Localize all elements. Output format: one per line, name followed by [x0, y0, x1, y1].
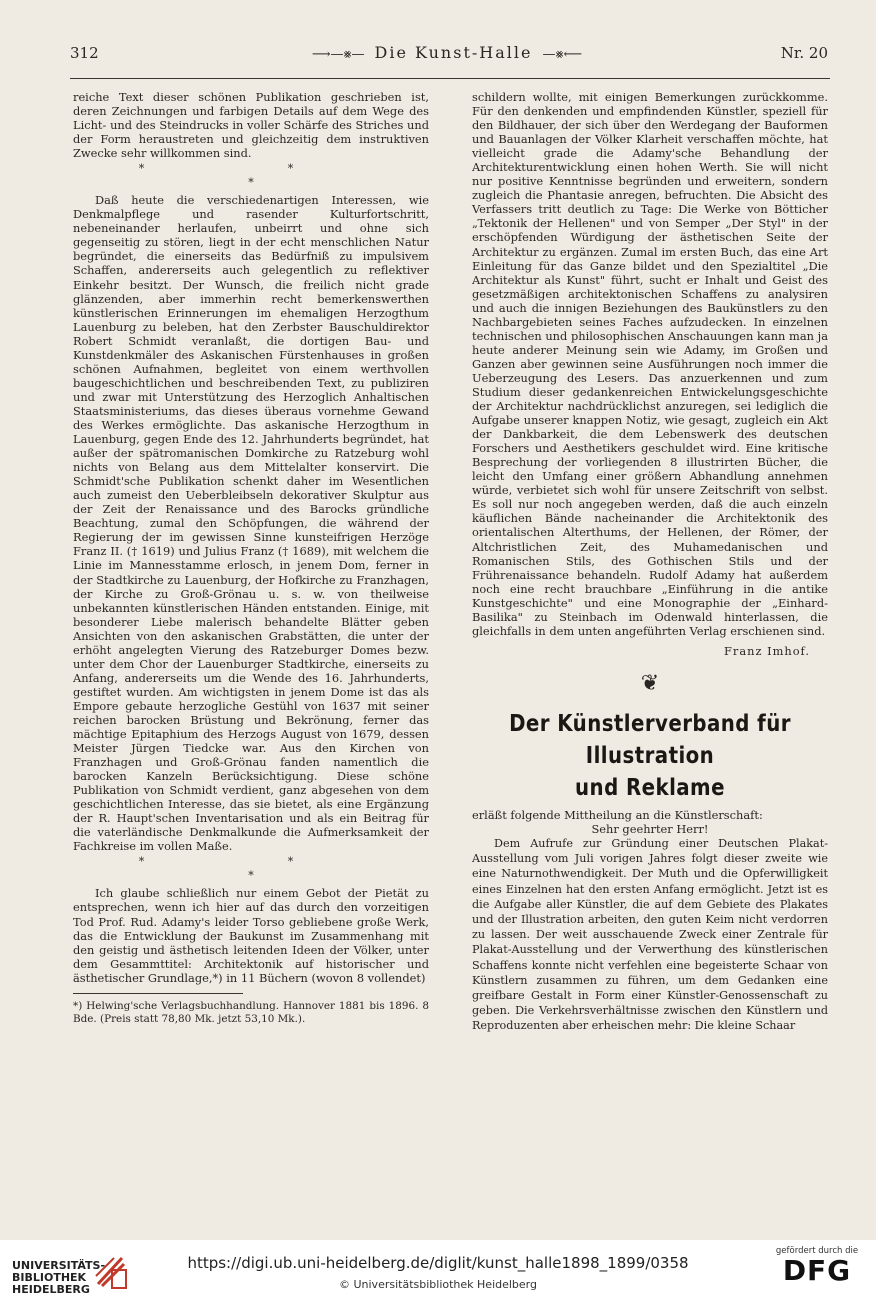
- article-heading-line2: und Reklame: [575, 774, 725, 801]
- separator-stars: * *: [138, 855, 364, 869]
- article-intro: erläßt folgende Mittheilung an die Künstlerschaft:: [472, 807, 763, 822]
- separator-stars: * *: [138, 162, 364, 176]
- running-header: [62, 40, 832, 68]
- ornament-right-icon: —⨳⟵: [542, 47, 583, 62]
- library-name-line: UNIVERSITÄTS-: [12, 1259, 106, 1272]
- header-rule: [70, 78, 830, 79]
- copyright-notice: © Universitätsbibliothek Heidelberg: [338, 1278, 537, 1291]
- library-name-line: HEIDELBERG: [12, 1283, 90, 1296]
- dfg-logo[interactable]: [772, 1246, 862, 1286]
- paragraph: Daß heute die verschiedenartigen Interessen, wie Denkmalpflege und rasender Kulturfortschritt, nebeneinander herlaufen, unbeirrt und ohne sich gegenseitig zu stören, liegt in der echt menschlichen Natur begründet, die einerseits das Bedürfniß zu impulsivem Schaffen, andererseits auch gelegentlich zu reflektiver Einkehr besitzt. Der Wunsch, die freilich nicht grade glänzenden, aber immerhin recht bemerkenswerthen künstlerischen Erinnerungen im ehemaligen Herzogthum Lauenburg zu beleben, hat den Zerbster Bauschuldirektor Robert Schmidt veranlaßt, die dortigen Bau- und Kunstdenkmäler des Askanischen Fürstenhauses in großen schönen Aufnahmen, begleitet von einem werthvollen baugeschichtlichen und beschreibenden Text, zu publiziren und zwar mit Unterstützung des Herzoglich Anhaltischen Staatsministeriums, das dieses überaus vornehme Gewand des Werkes ermöglichte. Das askanische Herzogthum in Lauenburg, gegen Ende des 12. Jahrhunderts begründet, hat außer der spätromanischen Domkirche zu Ratzeburg wohl nichts von Belang aus dem Mittelalter konservirt. Die Schmidt'sche Publikation schenkt daher im Wesentlichen auch zumeist den Ueberbleibseln dekorativer Skulptur aus der Zeit der Renaissance und des Barocks gründliche Beachtung, zumal den Schöpfungen, die während der Regierung der im gewissen Sinne kunsteifrigen Herzöge Franz II. († 1619) und Julius Franz († 1689), mit welchem die Linie im Mannesstamme erlosch, in jenem Dom, ferner in der Stadtkirche zu Lauenburg, der Hofkirche zu Franzhagen, der Kirche zu Groß-Grönau u. s. w. von theilweise unbekannten künstlerischen Händen entstanden. Einige, mit besonderer Liebe malerisch behandelte Blätter geben Ansichten von den askanischen Grabstätten, die unter der erhöht angelegten Vierung des Ratzeburger Domes bezw. unter dem Chor der Lauenburger Stadtkirche, einerseits zu Anfang, andererseits um die Wende des 16. Jahrhunderts, gestiftet wurden. Am wichtigsten in jenem Dome ist das als Empore gebaute herzogliche Gestühl von 1637 mit seiner reichen barocken Brüstung und Bekrönung, ferner das mächtige Epitaphium des Herzogs August von 1679, dessen Meister Jürgen Tiedcke war. Aus den Kirchen von Franzhagen und Groß-Grönau fanden namentlich die barocken Kanzeln Berücksichtigung. Diese schöne Publikation von Schmidt verdient, ganz abgesehen von dem geschichtlichen Interesse, das sie bietet, als eine Ergänzung der R. Haupt'schen Inventarisation und als ein Beitrag für die vaterländische Denkmalkunde die Aufmerksamkeit der Fachkreise im vollen Maße.: [73, 193, 429, 854]
- separator-star-mid: *: [248, 869, 254, 883]
- separator-star-mid: *: [248, 176, 254, 190]
- issue-number: Nr. 20: [780, 44, 828, 62]
- section-separator: [73, 856, 429, 882]
- paragraph: schildern wollte, mit einigen Bemerkungen zurückkomme. Für den denkenden und empfindenden Künstler, speziell für den Bildhauer, der sich über den Werdegang der Bauformen und Bauanlagen der Völker Klarheit verschaffen möchte, hat vielleicht grade die Adamy'sche Behandlung der Architekturentwicklung einen hohen Werth. Sie will nicht nur positive Kenntnisse begründen und erweitern, sondern zugleich die Phantasie anregen, befruchten. Die Absicht des Verfassers tritt deutlich zu Tage: Die Werke von Bötticher „Tektonik der Hellenen" und von Semper „Der Styl" in der erschöpfenden Würdigung der ästhetischen Seite der Architektur zu ergänzen. Zumal im ersten Buch, das eine Art Einleitung für das Ganze bildet und den Spezialtitel „Die Architektur als Kunst" führt, sucht er Inhalt und Geist des gesetzmäßigen architektonischen Schaffens zu analysiren und auch die innigen Beziehungen des Baukünstlers zu den Nachbargebieten seines Faches aufzudecken. In einzelnen technischen und philosophischen Anschauungen kann man ja heute anderer Meinung sein wie Adamy, im Großen und Ganzen aber gewinnen seine Ausführungen noch immer die Ueberzeugung des Lesers. Das anzuerkennen und zum Studium dieser gedankenreichen Entwickelungsgeschichte der Architektur nachdrücklichst anzuregen, sei lediglich die Aufgabe unserer knappen Notiz, wie gesagt, zugleich ein Akt der Dankbarkeit, die dem Lebenswerk des deutschen Forschers und Aesthetikers geschuldet wird. Eine kritische Besprechung der vorliegenden 8 illustrirten Bücher, die leicht den Umfang einer größern Abhandlung annehmen würde, verbietet sich wohl für unsere Zeitschrift von selbst. Es soll nur noch angegeben werden, daß die auch einzeln käuflichen Bände nacheinander die Architektonik des orientalischen Alterthums, der Hellenen, der Römer, der Altchristlichen Zeit, des Muhamedanischen und Romanischen Stils, des Gothischen Stils und der Frührenaissance behandeln. Rudolf Adamy hat außerdem noch eine recht brauchbare „Einführung in die antike Kunstgeschichte" und eine Monographie der „Einhard-Basilika" zu Steinbach im Odenwald hinterlassen, die gleichfalls in dem unten angeführten Verlag erschienen sind.: [472, 90, 828, 638]
- footnote-rule: [73, 993, 243, 994]
- left-column: [73, 90, 429, 1026]
- dfg-wordmark: DFG: [782, 1254, 852, 1287]
- footnote: *) Helwing'sche Verlagsbuchhandlung. Hannover 1881 bis 1896. 8 Bde. (Preis statt 78,80 Mk. jetzt 53,10 Mk.).: [73, 999, 429, 1025]
- funded-by-label: gefördert durch die: [775, 1246, 859, 1256]
- library-name-line: BIBLIOTHEK: [12, 1271, 87, 1284]
- paragraph: Ich glaube schließlich nur einem Gebot der Pietät zu entsprechen, wenn ich hier auf das durch den vorzeitigen Tod Prof. Rud. Adamy's leider Torso gebliebene große Werk, das die Entwicklung der Baukunst im Zusammenhang mit den geistig und ästhetisch leitenden Ideen der Völker, unter dem Gesammttitel: Architektonik auf historischer und ästhetischer Grundlage,*) in 11 Büchern (wovon 8 vollendet): [73, 886, 429, 985]
- paragraph: reiche Text dieser schönen Publikation geschrieben ist, deren Zeichnungen und farbigen Details auf dem Wege des Licht- und des Steindrucks in voller Schärfe des Striches und der Form heraustreten und gleichzeitig dem instruktiven Zwecke sehr willkommen sind.: [73, 90, 429, 161]
- journal-title-line: [62, 43, 832, 62]
- page-number: 312: [70, 44, 99, 62]
- viewer-footer: [0, 1240, 876, 1305]
- fleuron-icon: ❦: [640, 670, 660, 696]
- ornament-left-icon: ⟶—⨳—: [311, 47, 365, 62]
- author-signature: Franz Imhof.: [723, 643, 810, 658]
- paragraph: Dem Aufrufe zur Gründung einer Deutschen Plakat-Ausstellung vom Juli vorigen Jahres folgt dieser zweite wie eine Naturnothwendigkeit. Der Muth und die Opferwilligkeit eines Einzelnen hat den ersten Anfang ermöglicht. Jetzt ist es die Aufgabe aller Künstler, die auf dem Gebiete des Plakates und der Illustration arbeiten, den guten Keim nicht verdorren zu lassen. Der weit ausschauende Zweck einer Zentrale für Plakat-Ausstellung und der Verwerthung des künstlerischen Schaffens konnte nicht verfehlen eine begeisterte Schaar von Künstlern zusammen zu führen, um dem Gedanken eine greifbare Gestalt in Form einer Künstler-Genossenschaft zu geben. Die Verkehrsverhältnisse zwischen den Künstlern und Reproduzenten aber erheischen mehr: Die kleine Schaar: [472, 836, 828, 1033]
- article-heading-line1: Der Künstlerverband für Illustration: [509, 710, 791, 769]
- right-column: [472, 90, 828, 1034]
- journal-title: Die Kunst-Halle: [374, 43, 533, 62]
- salutation: Sehr geehrter Herr!: [591, 821, 709, 836]
- permalink-url[interactable]: https://digi.ub.uni-heidelberg.de/diglit/kunst_halle1898_1899/0358: [187, 1254, 689, 1272]
- section-separator: [73, 163, 429, 189]
